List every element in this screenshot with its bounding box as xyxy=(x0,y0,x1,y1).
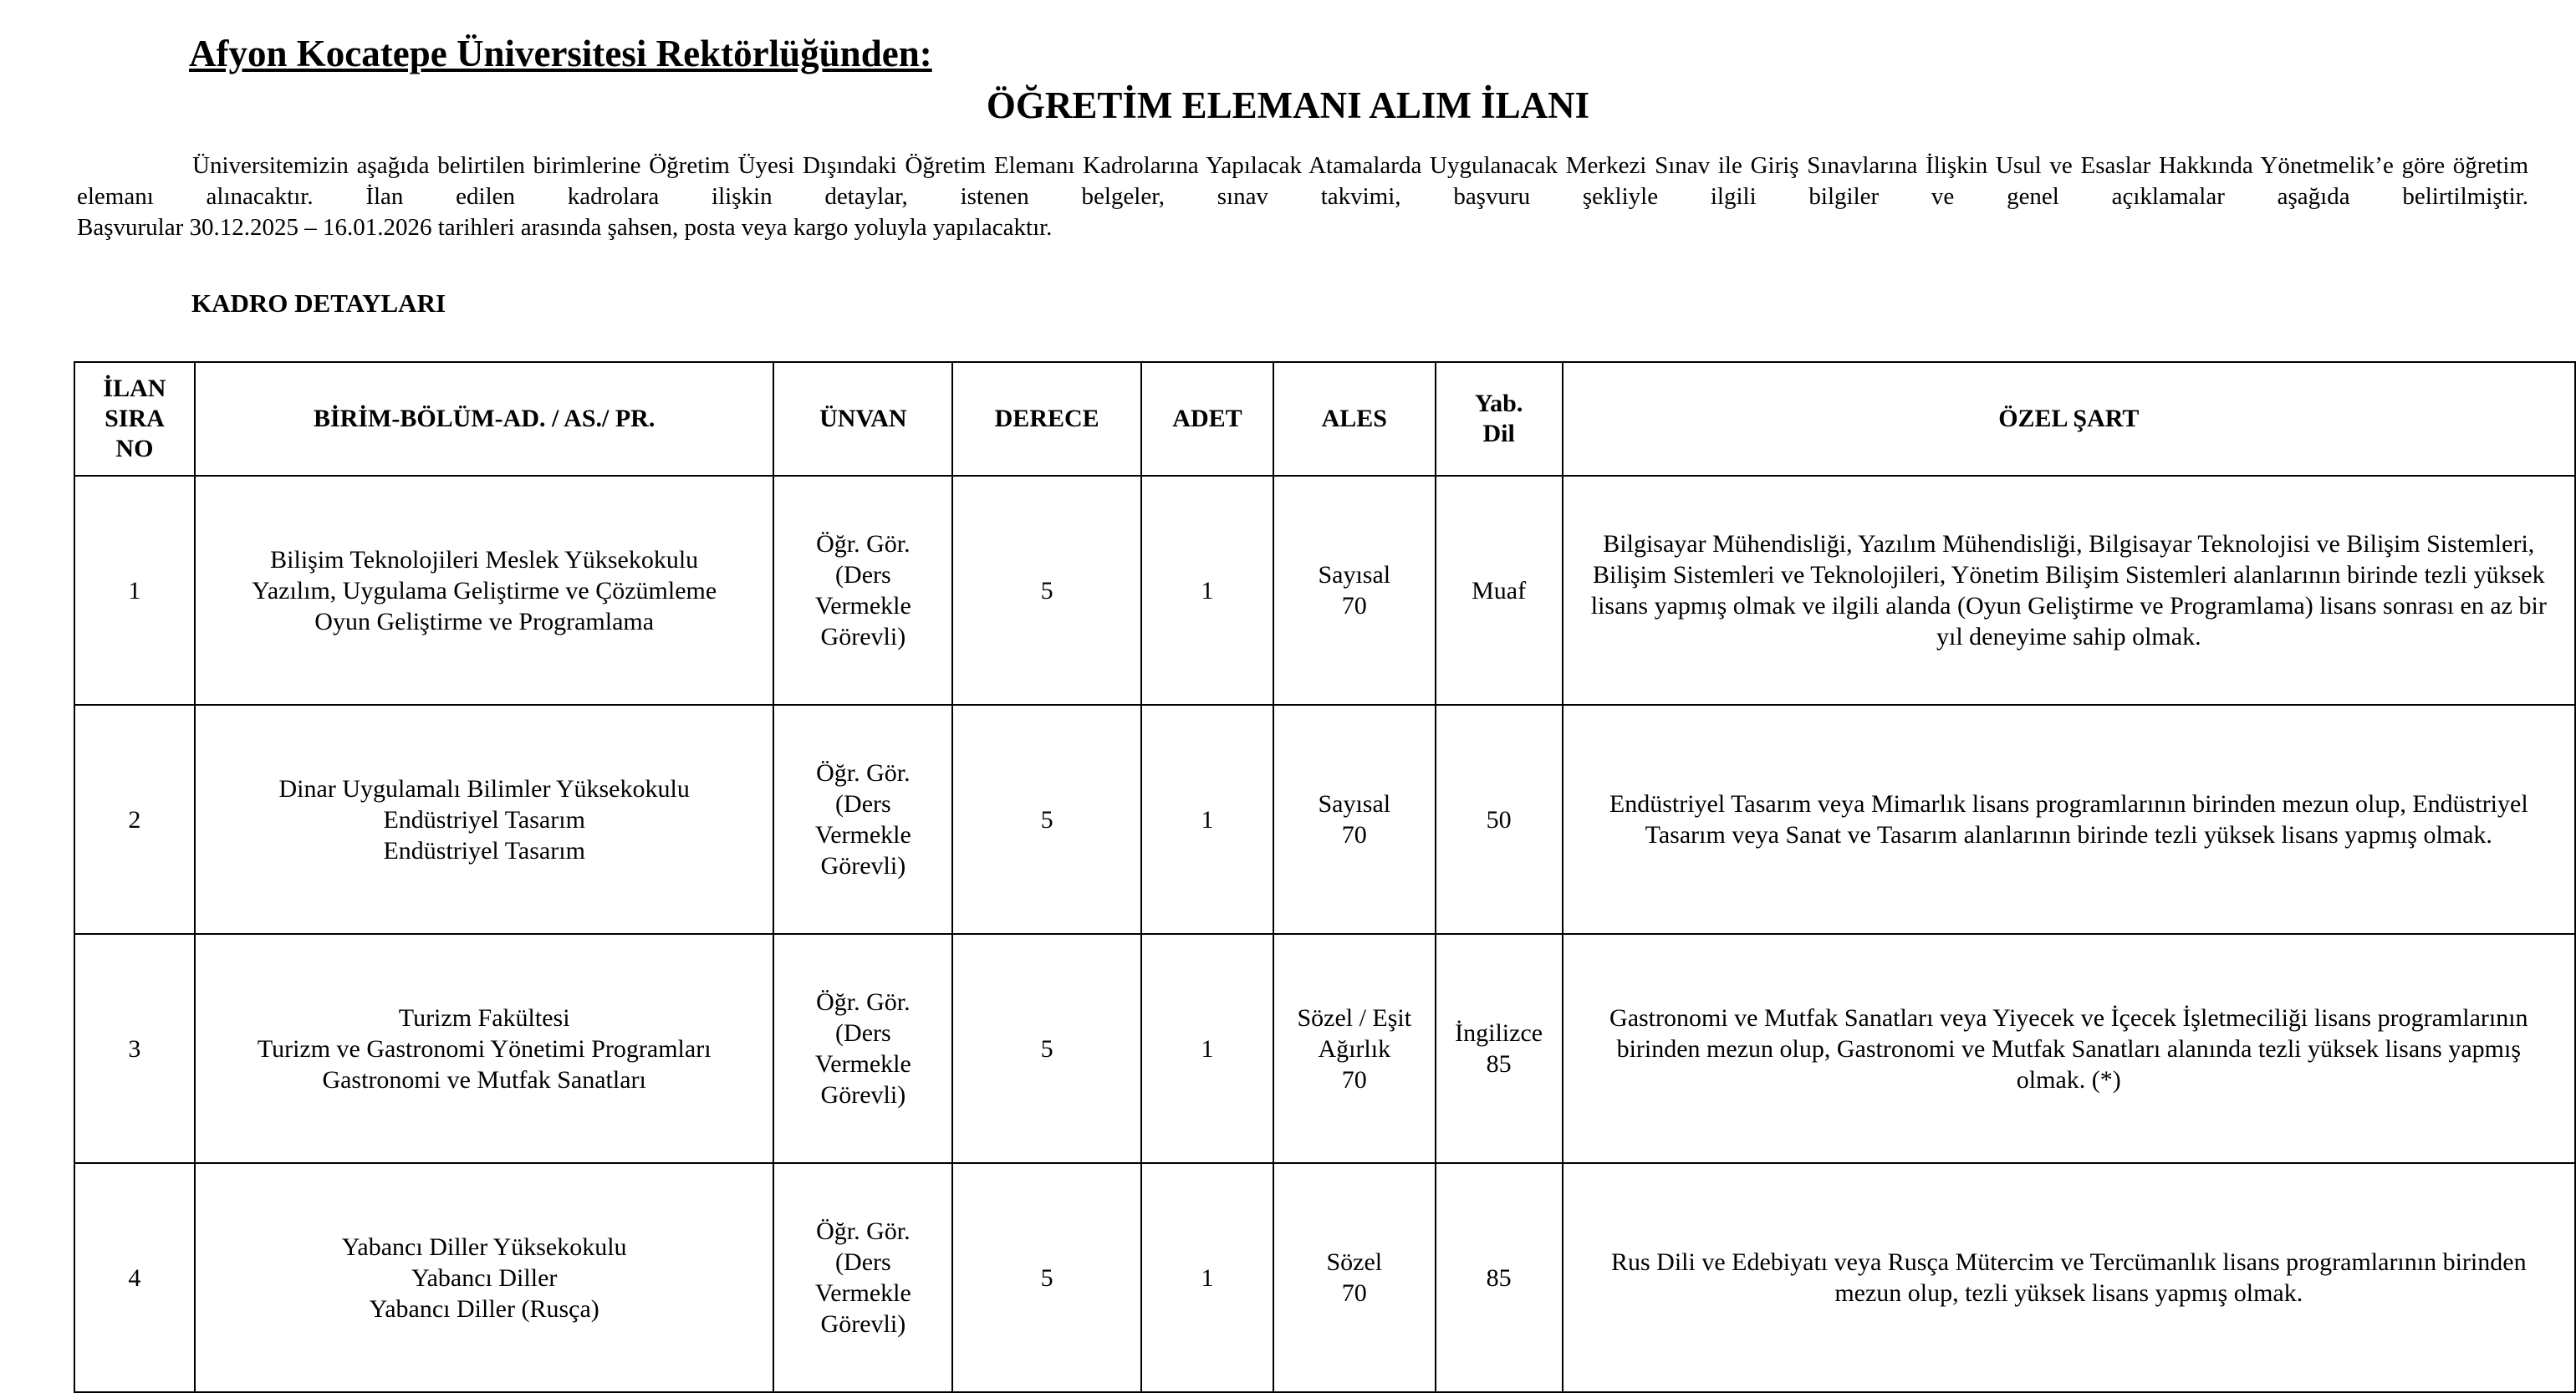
cell-adet: 1 xyxy=(1141,705,1273,934)
cell-no: 3 xyxy=(74,934,195,1163)
header-unvan: ÜNVAN xyxy=(773,362,952,476)
cell-derece: 5 xyxy=(952,934,1141,1163)
header-ales: ALES xyxy=(1273,362,1436,476)
table-row xyxy=(74,934,2575,1163)
header-birim: BİRİM-BÖLÜM-AD. / AS./ PR. xyxy=(195,362,774,476)
cell-birim: Yabancı Diller Yüksekokulu Yabancı Diller Yabancı Diller (Rusça) xyxy=(195,1163,774,1392)
intro-text xyxy=(77,151,2528,243)
cell-yab-dil: 85 xyxy=(1436,1163,1563,1392)
cell-birim: Turizm Fakültesi Turizm ve Gastronomi Yönetimi Programları Gastronomi ve Mutfak Sanatları xyxy=(195,934,774,1163)
cell-adet: 1 xyxy=(1141,1163,1273,1392)
cell-unvan: Öğr. Gör. (Ders Vermekle Görevli) xyxy=(773,476,952,705)
application-dates: Başvurular 30.12.2025 – 16.01.2026 tarihleri arasında şahsen, posta veya kargo yoluyla yapılacaktır. xyxy=(77,214,1053,241)
positions-table xyxy=(74,361,2576,1393)
table-row xyxy=(74,1163,2575,1392)
cell-unvan: Öğr. Gör. (Ders Vermekle Görevli) xyxy=(773,1163,952,1392)
issuer-title: Afyon Kocatepe Üniversitesi Rektörlüğünden: xyxy=(189,33,932,74)
section-title: KADRO DETAYLARI xyxy=(191,288,446,318)
cell-unvan: Öğr. Gör. (Ders Vermekle Görevli) xyxy=(773,934,952,1163)
cell-ales: Sözel / Eşit Ağırlık 70 xyxy=(1273,934,1436,1163)
cell-derece: 5 xyxy=(952,476,1141,705)
cell-derece: 5 xyxy=(952,1163,1141,1392)
cell-adet: 1 xyxy=(1141,934,1273,1163)
cell-ales: Sayısal 70 xyxy=(1273,476,1436,705)
cell-yab-dil: 50 xyxy=(1436,705,1563,934)
cell-no: 2 xyxy=(74,705,195,934)
header-yab-dil: Yab. Dil xyxy=(1436,362,1563,476)
header-sira-no: İLAN SIRA NO xyxy=(74,362,195,476)
cell-ozel-sart: Gastronomi ve Mutfak Sanatları veya Yiyecek ve İçecek İşletmeciliği lisans programlarının birinden mezun olup, Gastronomi ve Mutfak Sanatları alanında tezli yüksek lisans yapmış olmak. (*) xyxy=(1563,934,2575,1163)
table-row xyxy=(74,476,2575,705)
cell-unvan: Öğr. Gör. (Ders Vermekle Görevli) xyxy=(773,705,952,934)
cell-no: 4 xyxy=(74,1163,195,1392)
cell-ozel-sart: Rus Dili ve Edebiyatı veya Rusça Mütercim ve Tercümanlık lisans programlarının birinden mezun olup, tezli yüksek lisans yapmış olmak. xyxy=(1563,1163,2575,1392)
table-header-row xyxy=(74,362,2575,476)
header-derece: DERECE xyxy=(952,362,1141,476)
cell-ales: Sayısal 70 xyxy=(1273,705,1436,934)
header-ozel-sart: ÖZEL ŞART xyxy=(1563,362,2575,476)
header-adet: ADET xyxy=(1141,362,1273,476)
cell-ales: Sözel 70 xyxy=(1273,1163,1436,1392)
cell-yab-dil: Muaf xyxy=(1436,476,1563,705)
cell-ozel-sart: Bilgisayar Mühendisliği, Yazılım Mühendisliği, Bilgisayar Teknolojisi ve Bilişim Sistemleri, Bilişim Sistemleri ve Teknolojileri, Yönetim Bilişim Sistemleri alanlarının birinde tezli yüksek lisans yapmış olmak ve ilgili alanda (Oyun Geliştirme ve Programlama) lisans sonrası en az bir yıl deneyime sahip olmak. xyxy=(1563,476,2575,705)
table-row xyxy=(74,705,2575,934)
cell-yab-dil: İngilizce 85 xyxy=(1436,934,1563,1163)
cell-ozel-sart: Endüstriyel Tasarım veya Mimarlık lisans programlarının birinden mezun olup, Endüstriyel Tasarım veya Sanat ve Tasarım alanlarının birinde tezli yüksek lisans yapmış olmak. xyxy=(1563,705,2575,934)
cell-no: 1 xyxy=(74,476,195,705)
cell-derece: 5 xyxy=(952,705,1141,934)
announcement-title: ÖĞRETİM ELEMANI ALIM İLANI xyxy=(986,84,1590,126)
cell-adet: 1 xyxy=(1141,476,1273,705)
intro-paragraph: Üniversitemizin aşağıda belirtilen birimlerine Öğretim Üyesi Dışındaki Öğretim Elemanı Kadrolarına Yapılacak Atamalarda Uygulanacak Merkezi Sınav ile Giriş Sınavlarına İlişkin Usul ve Esaslar Hakkında Yönetmelik’e göre öğretim elemanı alınacaktır. İlan edilen kadrolara ilişkin detaylar, istenen belgeler, sınav takvimi, başvuru şekliyle ilgili bilgiler ve genel açıklamalar aşağıda belirtilmiştir. xyxy=(77,152,2528,210)
cell-birim: Dinar Uygulamalı Bilimler Yüksekokulu Endüstriyel Tasarım Endüstriyel Tasarım xyxy=(195,705,774,934)
cell-birim: Bilişim Teknolojileri Meslek Yüksekokulu Yazılım, Uygulama Geliştirme ve Çözümleme Oyun Geliştirme ve Programlama xyxy=(195,476,774,705)
